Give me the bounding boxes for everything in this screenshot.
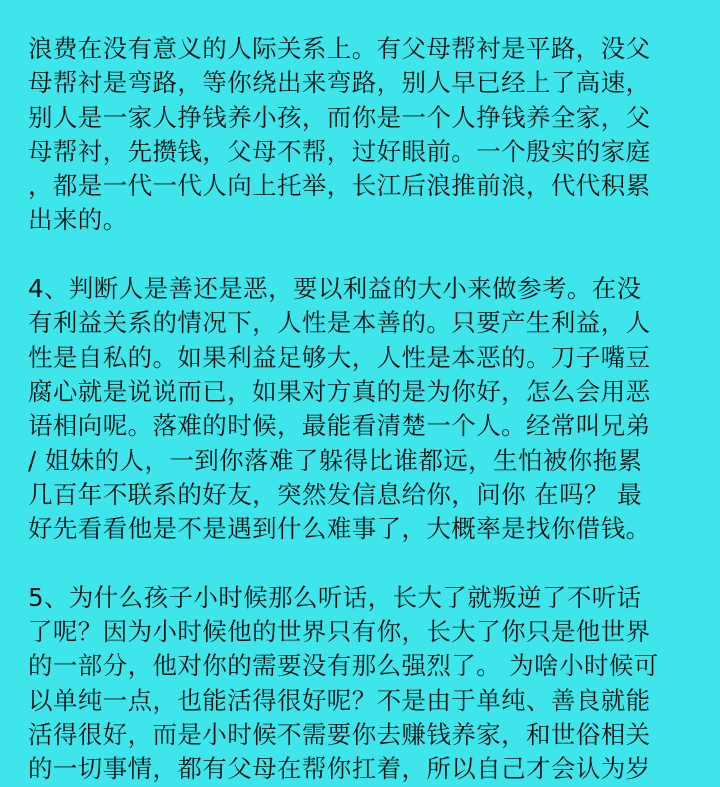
text-line: 几百年不联系的好友，突然发信息给你，问你 在吗？ 最 — [28, 479, 642, 509]
text-line: 的一部分，他对你的需要没有那么强烈了。 为啥小时候可 — [28, 651, 659, 681]
text-line: ，都是一代一代人向上托举，长江后浪推前浪，代代积累 — [28, 171, 651, 201]
text-line: 活得很好，而是小时候不需要你去赚钱养家，和世俗相关 — [28, 719, 651, 749]
paragraph-gap — [28, 238, 698, 272]
text-line: 了呢？因为小时候他的世界只有你，长大了你只是他世界 — [28, 617, 651, 647]
paragraph — [28, 32, 698, 238]
text-line: / 姐妹的人，一到你落难了躲得比谁都远，生怕被你拖累 — [28, 445, 643, 475]
text-line: 好先看看他是不是遇到什么难事了，大概率是找你借钱。 — [28, 514, 651, 544]
paragraph — [28, 272, 698, 546]
text-line: 性是自私的。如果利益足够大，人性是本恶的。刀子嘴豆 — [28, 342, 651, 372]
text-line: 5、为什么孩子小时候那么听话，长大了就叛逆了不听话 — [28, 582, 642, 612]
text-line: 语相向呢。落难的时候，最能看清楚一个人。经常叫兄弟 — [28, 411, 651, 441]
text-line: 别人是一家人挣钱养小孩，而你是一个人挣钱养全家，父 — [28, 102, 651, 132]
text-line: 有利益关系的情况下，人性是本善的。只要产生利益，人 — [28, 308, 651, 338]
text-line: 以单纯一点，也能活得很好呢？不是由于单纯、善良就能 — [28, 685, 651, 715]
text-line: 出来的。 — [28, 205, 128, 235]
paragraph-gap — [28, 546, 698, 580]
paragraph — [28, 581, 698, 787]
text-line: 的一切事情，都有父母在帮你扛着，所以自己才会认为岁 — [28, 754, 651, 784]
text-line: 母帮衬是弯路，等你绕出来弯路，别人早已经上了高速， — [28, 68, 651, 98]
text-line: 4、判断人是善还是恶，要以利益的大小来做参考。在没 — [28, 274, 642, 304]
text-line: 浪费在没有意义的人际关系上。有父母帮衬是平路，没父 — [28, 34, 651, 63]
text-line: 腐心就是说说而已，如果对方真的是为你好，怎么会用恶 — [28, 376, 651, 406]
text-line: 母帮衬，先攒钱，父母不帮，过好眼前。一个殷实的家庭 — [28, 136, 651, 166]
document-body — [28, 32, 698, 787]
